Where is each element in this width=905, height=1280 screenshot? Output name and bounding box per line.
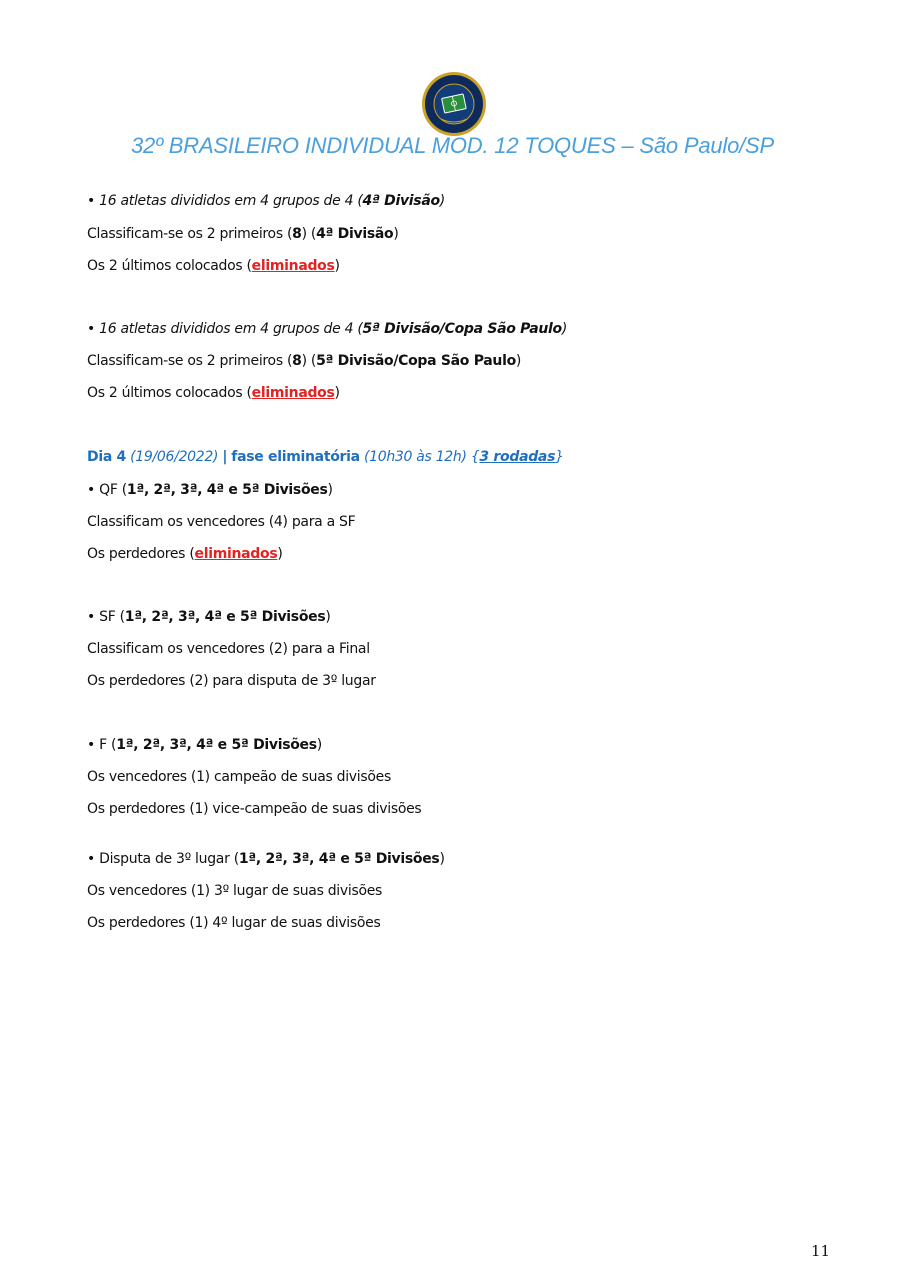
final-winners-line: Os vencedores (1) campeão de suas divisões bbox=[87, 769, 391, 785]
qf-line: • QF (1ª, 2ª, 3ª, 4ª e 5ª Divisões) bbox=[87, 482, 333, 498]
sf-winners-line: Classificam os vencedores (2) para a Final bbox=[87, 641, 370, 657]
div4-groups-line: • 16 atletas divididos em 4 grupos de 4 (4ª Divisão) bbox=[87, 193, 445, 209]
final-losers-line: Os perdedores (1) vice-campeão de suas divisões bbox=[87, 801, 422, 817]
sf-line: • SF (1ª, 2ª, 3ª, 4ª e 5ª Divisões) bbox=[87, 609, 331, 625]
cbfm-logo bbox=[421, 71, 487, 137]
page-number: 11 bbox=[811, 1242, 831, 1260]
day4-heading: Dia 4 (19/06/2022) | fase eliminatória (10h30 às 12h) {3 rodadas} bbox=[87, 449, 564, 465]
sf-losers-line: Os perdedores (2) para disputa de 3º lugar bbox=[87, 673, 376, 689]
page-title: 32º BRASILEIRO INDIVIDUAL MOD. 12 TOQUES – São Paulo/SP bbox=[130, 133, 775, 158]
eliminated-label: eliminados bbox=[251, 258, 335, 274]
third-place-line: • Disputa de 3º lugar (1ª, 2ª, 3ª, 4ª e 5ª Divisões) bbox=[87, 851, 445, 867]
div5-eliminated-line: Os 2 últimos colocados (eliminados) bbox=[87, 385, 340, 401]
div5-qualified-line: Classificam-se os 2 primeiros (8) (5ª Divisão/Copa São Paulo) bbox=[87, 353, 522, 369]
div4-eliminated-line: Os 2 últimos colocados (eliminados) bbox=[87, 258, 340, 274]
eliminated-label: eliminados bbox=[251, 385, 335, 401]
div4-qualified-line: Classificam-se os 2 primeiros (8) (4ª Divisão) bbox=[87, 226, 399, 242]
qf-winners-line: Classificam os vencedores (4) para a SF bbox=[87, 514, 356, 530]
qf-losers-line: Os perdedores (eliminados) bbox=[87, 546, 283, 562]
final-line: • F (1ª, 2ª, 3ª, 4ª e 5ª Divisões) bbox=[87, 737, 322, 753]
third-losers-line: Os perdedores (1) 4º lugar de suas divisões bbox=[87, 915, 381, 931]
eliminated-label: eliminados bbox=[194, 546, 278, 562]
third-winners-line: Os vencedores (1) 3º lugar de suas divisões bbox=[87, 883, 383, 899]
div5-groups-line: • 16 atletas divididos em 4 grupos de 4 (5ª Divisão/Copa São Paulo) bbox=[87, 321, 568, 337]
